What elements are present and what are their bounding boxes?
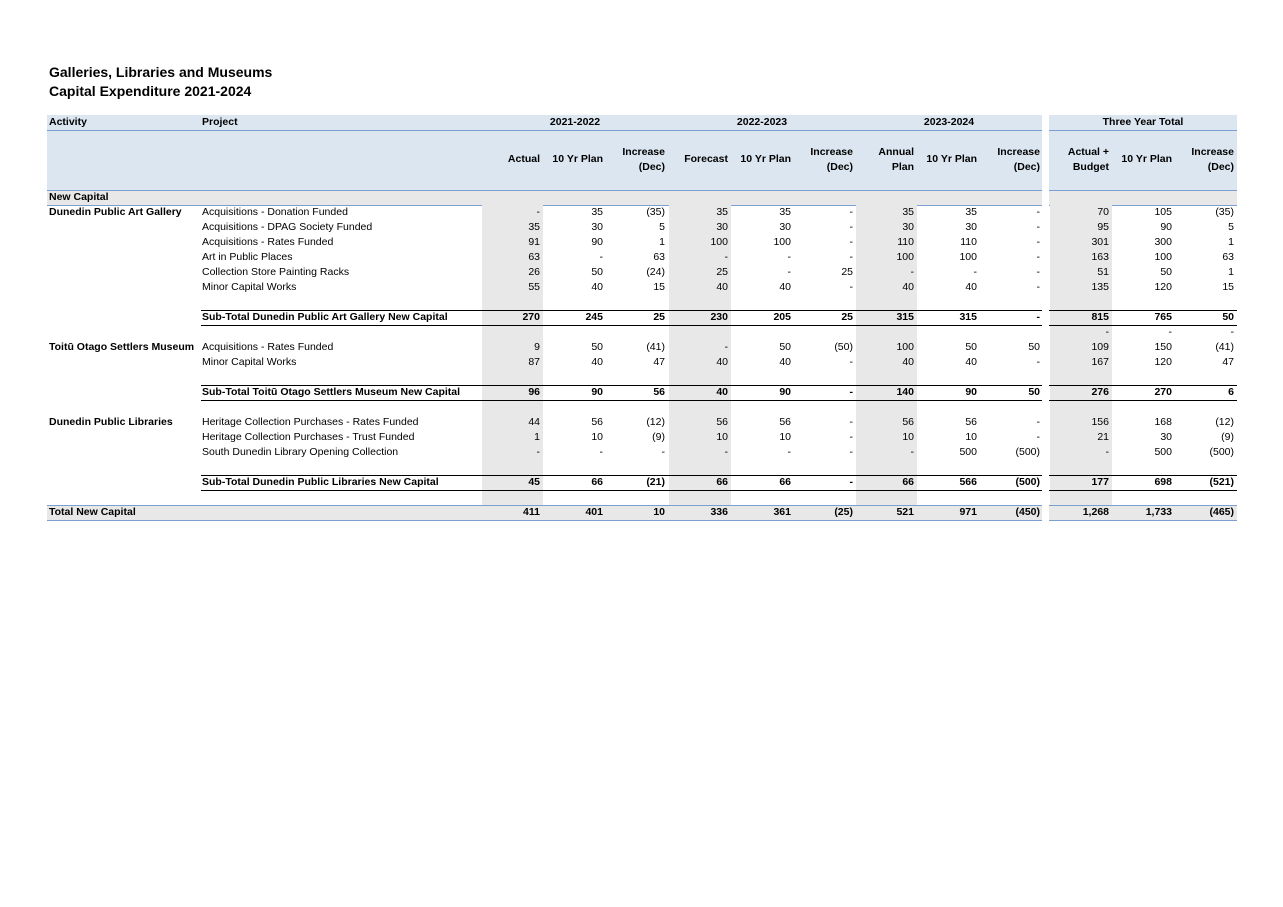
value-cell: 6 [1228, 386, 1234, 398]
value-cell: 100 [896, 251, 914, 263]
project-label: Heritage Collection Purchases - Rates Funded [202, 416, 419, 428]
value-cell: 230 [710, 311, 728, 323]
header-col-2-line1: Increase [622, 146, 665, 158]
subtotal-rule-bottom [201, 400, 1042, 401]
header-col-5-line2: (Dec) [826, 161, 853, 173]
value-cell: - [973, 266, 977, 278]
value-cell: 25 [841, 311, 853, 323]
value-cell: 90 [965, 386, 977, 398]
value-cell: (9) [1221, 431, 1234, 443]
header-rule [47, 130, 1042, 131]
value-cell: - [849, 476, 853, 488]
value-cell: 100 [896, 341, 914, 353]
value-cell: - [1036, 281, 1040, 293]
value-cell: 56 [716, 416, 728, 428]
activity-label: Dunedin Public Libraries [49, 416, 173, 428]
header-group-2: 2023-2024 [923, 116, 975, 128]
value-cell: 51 [1097, 266, 1109, 278]
project-label: Art in Public Places [202, 251, 293, 263]
value-cell: - [536, 206, 540, 218]
value-cell: 50 [779, 341, 791, 353]
value-cell: 56 [902, 416, 914, 428]
value-cell: 100 [959, 251, 977, 263]
header-col-7: 10 Yr Plan [926, 153, 977, 165]
value-cell: 21 [1097, 431, 1109, 443]
value-cell: - [849, 431, 853, 443]
value-cell: 40 [716, 356, 728, 368]
value-cell: 167 [1091, 356, 1109, 368]
value-cell: 63 [653, 251, 665, 263]
subtotal-label: Sub-Total Dunedin Public Libraries New Capital [202, 476, 439, 488]
value-cell: (9) [652, 431, 665, 443]
value-cell: 100 [773, 236, 791, 248]
value-cell: 91 [528, 236, 540, 248]
section-rule-top [47, 190, 1042, 191]
value-cell: - [787, 266, 791, 278]
value-cell: (41) [1215, 341, 1234, 353]
value-cell: 135 [1091, 281, 1109, 293]
total-value-cell: (450) [1015, 506, 1040, 518]
value-cell: 100 [1154, 251, 1172, 263]
value-cell: 50 [591, 341, 603, 353]
value-cell: (500) [1015, 476, 1040, 488]
value-cell: 40 [716, 281, 728, 293]
value-cell: - [724, 446, 728, 458]
value-cell: (500) [1209, 446, 1234, 458]
section-band [47, 190, 1042, 205]
header-col-6-line2: Plan [891, 161, 914, 173]
value-cell: 90 [779, 386, 791, 398]
value-cell: 9 [534, 341, 540, 353]
value-cell: 276 [1091, 386, 1109, 398]
value-cell: 90 [591, 236, 603, 248]
subtotal-rule-bottom-total [1049, 400, 1237, 401]
value-cell: 500 [1154, 446, 1172, 458]
value-cell: - [787, 446, 791, 458]
value-cell: 56 [965, 416, 977, 428]
value-cell: 120 [1154, 356, 1172, 368]
value-cell: 15 [653, 281, 665, 293]
value-cell: 35 [902, 206, 914, 218]
header-col-8-line2: (Dec) [1013, 161, 1040, 173]
total-rule-bottom [47, 520, 1042, 521]
project-label: Acquisitions - DPAG Society Funded [202, 221, 373, 233]
project-label: Minor Capital Works [202, 356, 297, 368]
project-label: Heritage Collection Purchases - Trust Funded [202, 431, 415, 443]
value-cell: 315 [896, 311, 914, 323]
total-value-cell: (465) [1209, 506, 1234, 518]
value-cell: - [849, 446, 853, 458]
value-cell: 40 [779, 281, 791, 293]
page-subtitle: Capital Expenditure 2021-2024 [49, 83, 252, 99]
value-cell: 300 [1154, 236, 1172, 248]
value-cell: 30 [591, 221, 603, 233]
value-cell: (21) [646, 476, 665, 488]
value-cell: - [849, 206, 853, 218]
header-col-1: 10 Yr Plan [552, 153, 603, 165]
value-cell: 35 [591, 206, 603, 218]
value-cell: 50 [591, 266, 603, 278]
value-cell: - [849, 281, 853, 293]
total-value-cell: 336 [710, 506, 728, 518]
value-cell: - [849, 221, 853, 233]
value-cell: 66 [716, 476, 728, 488]
value-cell: 90 [591, 386, 603, 398]
total-value-cell: 411 [523, 506, 540, 518]
value-cell: (24) [646, 266, 665, 278]
value-cell: 30 [1160, 431, 1172, 443]
value-cell: 50 [1028, 386, 1040, 398]
header-col-9-line2: Budget [1072, 161, 1109, 173]
section-rule-top-total [1049, 190, 1237, 191]
value-cell: 150 [1154, 341, 1172, 353]
value-cell: 40 [716, 386, 728, 398]
value-cell: - [849, 356, 853, 368]
value-cell: - [724, 251, 728, 263]
header-col-2-line2: (Dec) [638, 161, 665, 173]
value-cell: (12) [1215, 416, 1234, 428]
header-group-3: Three Year Total [1102, 116, 1184, 128]
value-cell: 56 [653, 386, 665, 398]
value-cell: 47 [653, 356, 665, 368]
value-cell: 566 [959, 476, 977, 488]
value-cell: 26 [528, 266, 540, 278]
value-cell: - [724, 341, 728, 353]
value-cell: - [849, 251, 853, 263]
subtotal-rule-bottom [201, 325, 1042, 326]
value-cell: 205 [773, 311, 791, 323]
value-cell: - [787, 251, 791, 263]
value-cell: 10 [779, 431, 791, 443]
value-cell: - [849, 236, 853, 248]
value-cell: 40 [779, 356, 791, 368]
value-cell: 1 [659, 236, 665, 248]
header-group-1: 2022-2023 [736, 116, 788, 128]
project-label: Minor Capital Works [202, 281, 297, 293]
value-cell: - [1230, 326, 1234, 338]
value-cell: - [1036, 431, 1040, 443]
header-col-3: Forecast [684, 153, 728, 165]
subtotal-label: Sub-Total Dunedin Public Art Gallery New Capital [202, 311, 448, 323]
value-cell: 30 [779, 221, 791, 233]
value-cell: (35) [646, 206, 665, 218]
total-value-cell: 521 [896, 506, 914, 518]
section-label: New Capital [49, 191, 109, 203]
value-cell: (521) [1209, 476, 1234, 488]
value-cell: 270 [1154, 386, 1172, 398]
value-cell: - [536, 446, 540, 458]
total-value-cell: 401 [585, 506, 603, 518]
header-col-5-line1: Increase [810, 146, 853, 158]
value-cell: - [1036, 266, 1040, 278]
value-cell: - [910, 266, 914, 278]
value-cell: - [1036, 236, 1040, 248]
project-label: Collection Store Painting Racks [202, 266, 350, 278]
value-cell: 35 [716, 206, 728, 218]
value-cell: 177 [1091, 476, 1109, 488]
header-col-10: 10 Yr Plan [1121, 153, 1172, 165]
header-col-9-line1: Actual + [1067, 146, 1109, 158]
value-cell: - [1105, 446, 1109, 458]
value-cell: 10 [716, 431, 728, 443]
value-cell: 10 [902, 431, 914, 443]
value-cell: 25 [653, 311, 665, 323]
value-cell: 40 [591, 281, 603, 293]
value-cell: (50) [834, 341, 853, 353]
project-label: Acquisitions - Donation Funded [202, 206, 348, 218]
value-cell: - [1036, 221, 1040, 233]
value-cell: 35 [965, 206, 977, 218]
value-cell: 40 [965, 281, 977, 293]
header-col-11-line1: Increase [1191, 146, 1234, 158]
header-col-6-line1: Annual [878, 146, 914, 158]
header-col-8-line1: Increase [997, 146, 1040, 158]
value-cell: 25 [841, 266, 853, 278]
value-cell: 110 [897, 236, 914, 248]
value-cell: 5 [1228, 221, 1234, 233]
total-value-cell: 361 [773, 506, 791, 518]
value-cell: - [1036, 206, 1040, 218]
value-cell: (41) [646, 341, 665, 353]
header-col-0: Actual [507, 153, 540, 165]
value-cell: 815 [1091, 311, 1109, 323]
value-cell: 156 [1091, 416, 1109, 428]
value-cell: 315 [959, 311, 977, 323]
value-cell: 245 [585, 311, 603, 323]
value-cell: 270 [522, 311, 540, 323]
value-cell: 44 [528, 416, 540, 428]
value-cell: 66 [902, 476, 914, 488]
project-label: South Dunedin Library Opening Collection [202, 446, 399, 458]
value-cell: 765 [1154, 311, 1172, 323]
value-cell: - [1036, 416, 1040, 428]
value-cell: 35 [779, 206, 791, 218]
value-cell: - [661, 446, 665, 458]
value-cell: 10 [591, 431, 603, 443]
value-cell: - [599, 446, 603, 458]
value-cell: 70 [1097, 206, 1109, 218]
value-cell: 110 [960, 236, 977, 248]
value-cell: 163 [1091, 251, 1109, 263]
total-value-cell: 1,733 [1145, 506, 1172, 518]
section-band-total [1049, 190, 1237, 205]
value-cell: 168 [1154, 416, 1172, 428]
value-cell: 500 [959, 446, 977, 458]
value-cell: 1 [534, 431, 540, 443]
value-cell: 56 [779, 416, 791, 428]
value-cell: 30 [716, 221, 728, 233]
value-cell: 100 [710, 236, 728, 248]
value-cell: 1 [1228, 266, 1234, 278]
value-cell: 96 [528, 386, 540, 398]
value-cell: - [849, 386, 853, 398]
total-rule-bottom-total [1049, 520, 1237, 521]
total-value-cell: 971 [959, 506, 977, 518]
value-cell: 30 [902, 221, 914, 233]
value-cell: 35 [528, 221, 540, 233]
value-cell: 50 [1028, 341, 1040, 353]
value-cell: 301 [1091, 236, 1109, 248]
total-value-cell: (25) [834, 506, 853, 518]
total-label: Total New Capital [49, 506, 136, 518]
total-value-cell: 1,268 [1082, 506, 1109, 518]
value-cell: 95 [1097, 221, 1109, 233]
page-title: Galleries, Libraries and Museums [49, 64, 273, 80]
value-cell: - [1036, 356, 1040, 368]
value-cell: 56 [591, 416, 603, 428]
header-project: Project [202, 116, 238, 128]
header-group-0: 2021-2022 [549, 116, 601, 128]
value-cell: - [1168, 326, 1172, 338]
value-cell: 63 [528, 251, 540, 263]
value-cell: 698 [1154, 476, 1172, 488]
value-cell: 1 [1228, 236, 1234, 248]
header-rule-total [1049, 130, 1237, 131]
project-label: Acquisitions - Rates Funded [202, 236, 334, 248]
value-cell: 140 [896, 386, 914, 398]
value-cell: (12) [646, 416, 665, 428]
value-cell: 15 [1222, 281, 1234, 293]
header-col-4: 10 Yr Plan [740, 153, 791, 165]
subtotal-rule-bottom [201, 490, 1042, 491]
header-col-11-line2: (Dec) [1207, 161, 1234, 173]
value-cell: 5 [659, 221, 665, 233]
value-cell: (500) [1015, 446, 1040, 458]
value-cell: 40 [965, 356, 977, 368]
value-cell: - [910, 446, 914, 458]
project-label: Acquisitions - Rates Funded [202, 341, 334, 353]
value-cell: 50 [965, 341, 977, 353]
value-cell: 90 [1160, 221, 1172, 233]
value-cell: - [1105, 326, 1109, 338]
value-cell: 10 [965, 431, 977, 443]
value-cell: 105 [1154, 206, 1172, 218]
header-activity: Activity [49, 116, 87, 128]
value-cell: - [1036, 251, 1040, 263]
subtotal-label: Sub-Total Toitū Otago Settlers Museum New Capital [202, 386, 461, 398]
value-cell: 40 [902, 356, 914, 368]
value-cell: 87 [528, 356, 540, 368]
value-cell: 50 [1222, 311, 1234, 323]
value-cell: 40 [902, 281, 914, 293]
value-cell: 25 [716, 266, 728, 278]
value-cell: 109 [1091, 341, 1109, 353]
value-cell: 66 [591, 476, 603, 488]
value-cell: 66 [779, 476, 791, 488]
activity-label: Dunedin Public Art Gallery [49, 206, 182, 218]
value-cell: - [849, 416, 853, 428]
value-cell: - [1036, 311, 1040, 323]
value-cell: 40 [591, 356, 603, 368]
value-cell: 45 [528, 476, 540, 488]
value-cell: 50 [1160, 266, 1172, 278]
value-cell: 30 [965, 221, 977, 233]
value-cell: 47 [1222, 356, 1234, 368]
value-cell: - [599, 251, 603, 263]
activity-label: Toitū Otago Settlers Museum [49, 341, 195, 353]
total-value-cell: 10 [653, 506, 665, 518]
value-cell: (35) [1215, 206, 1234, 218]
subtotal-rule-bottom-total [1049, 490, 1237, 491]
value-cell: 120 [1154, 281, 1172, 293]
value-cell: 63 [1222, 251, 1234, 263]
value-cell: 55 [528, 281, 540, 293]
